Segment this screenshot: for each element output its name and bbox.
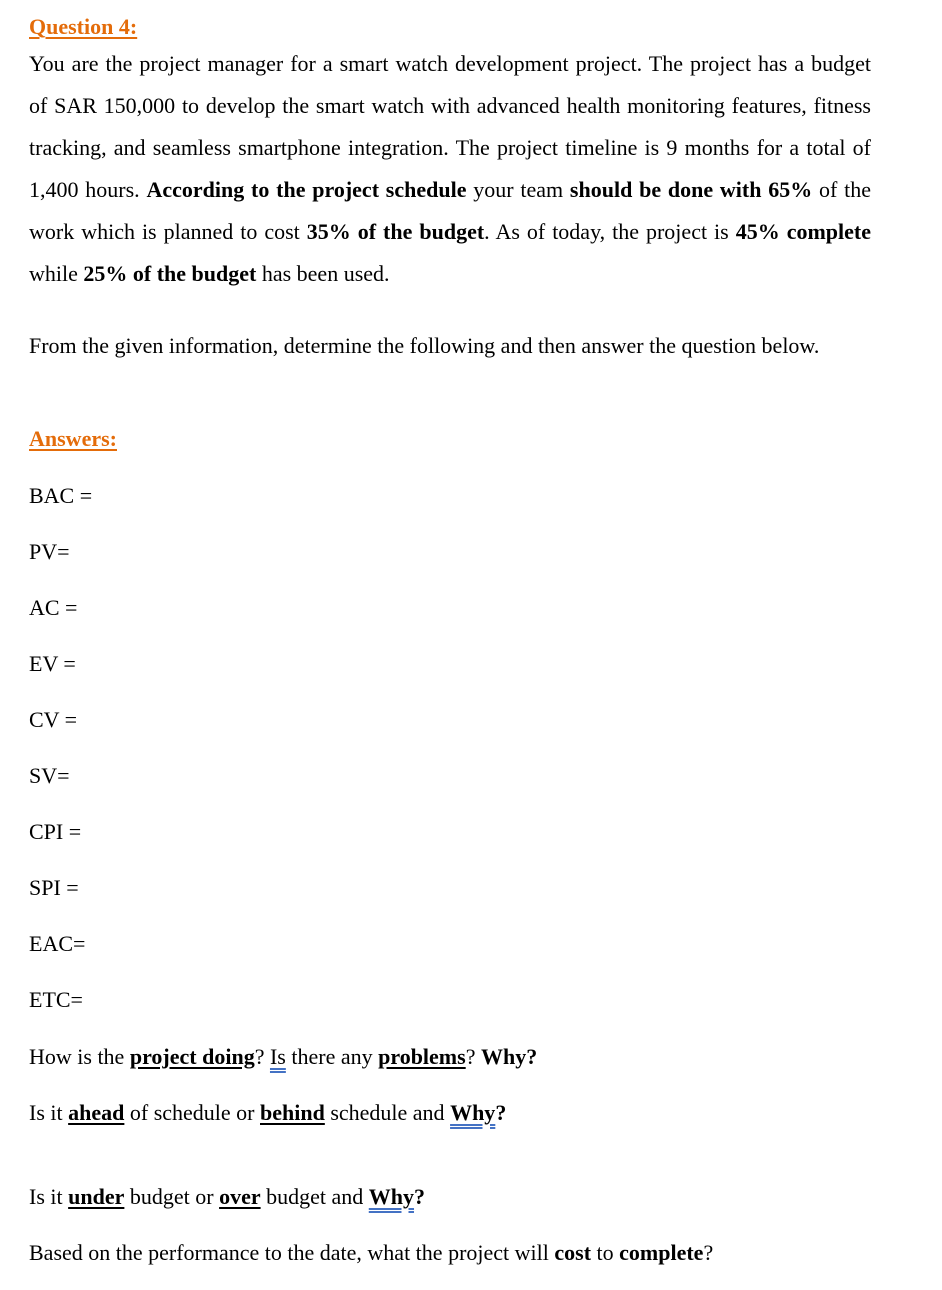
field-eac: EAC=: [29, 931, 86, 956]
question-cost-to-complete: Based on the performance to the date, what the project will cost to complete?: [29, 1240, 714, 1265]
field-cv: CV =: [29, 707, 78, 732]
question-project-doing: How is the project doing? Is there any problems? Why?: [29, 1044, 538, 1069]
field-sv: SV=: [29, 763, 70, 788]
instruction-paragraph: From the given information, determine the following and then answer the question below.: [29, 333, 820, 358]
field-ac: AC =: [29, 595, 78, 620]
field-ev: EV =: [29, 651, 76, 676]
answers-title: Answers:: [29, 426, 117, 451]
field-cpi: CPI =: [29, 819, 82, 844]
field-bac: BAC =: [29, 483, 93, 508]
question-paragraph: You are the project manager for a smart watch development project. The project has a budget of SAR 150,000 to develop the smart watch with advanced health monitoring features, fitness tracking, and seamless smartphone integration. The project timeline is 9 months for a total of 1,400 hours. According to the project schedule your team should be done with 65% of the work which is planned to cost 35% of the budget. As of today, the project is 45% complete while 25% of the budget has been used.: [29, 51, 872, 286]
question-budget: Is it under budget or over budget and Why?: [29, 1184, 426, 1209]
field-pv: PV=: [29, 539, 70, 564]
field-spi: SPI =: [29, 875, 79, 900]
question-schedule: Is it ahead of schedule or behind schedule and Why?: [29, 1100, 507, 1125]
question-title: Question 4:: [29, 14, 138, 39]
field-etc: ETC=: [29, 987, 83, 1012]
